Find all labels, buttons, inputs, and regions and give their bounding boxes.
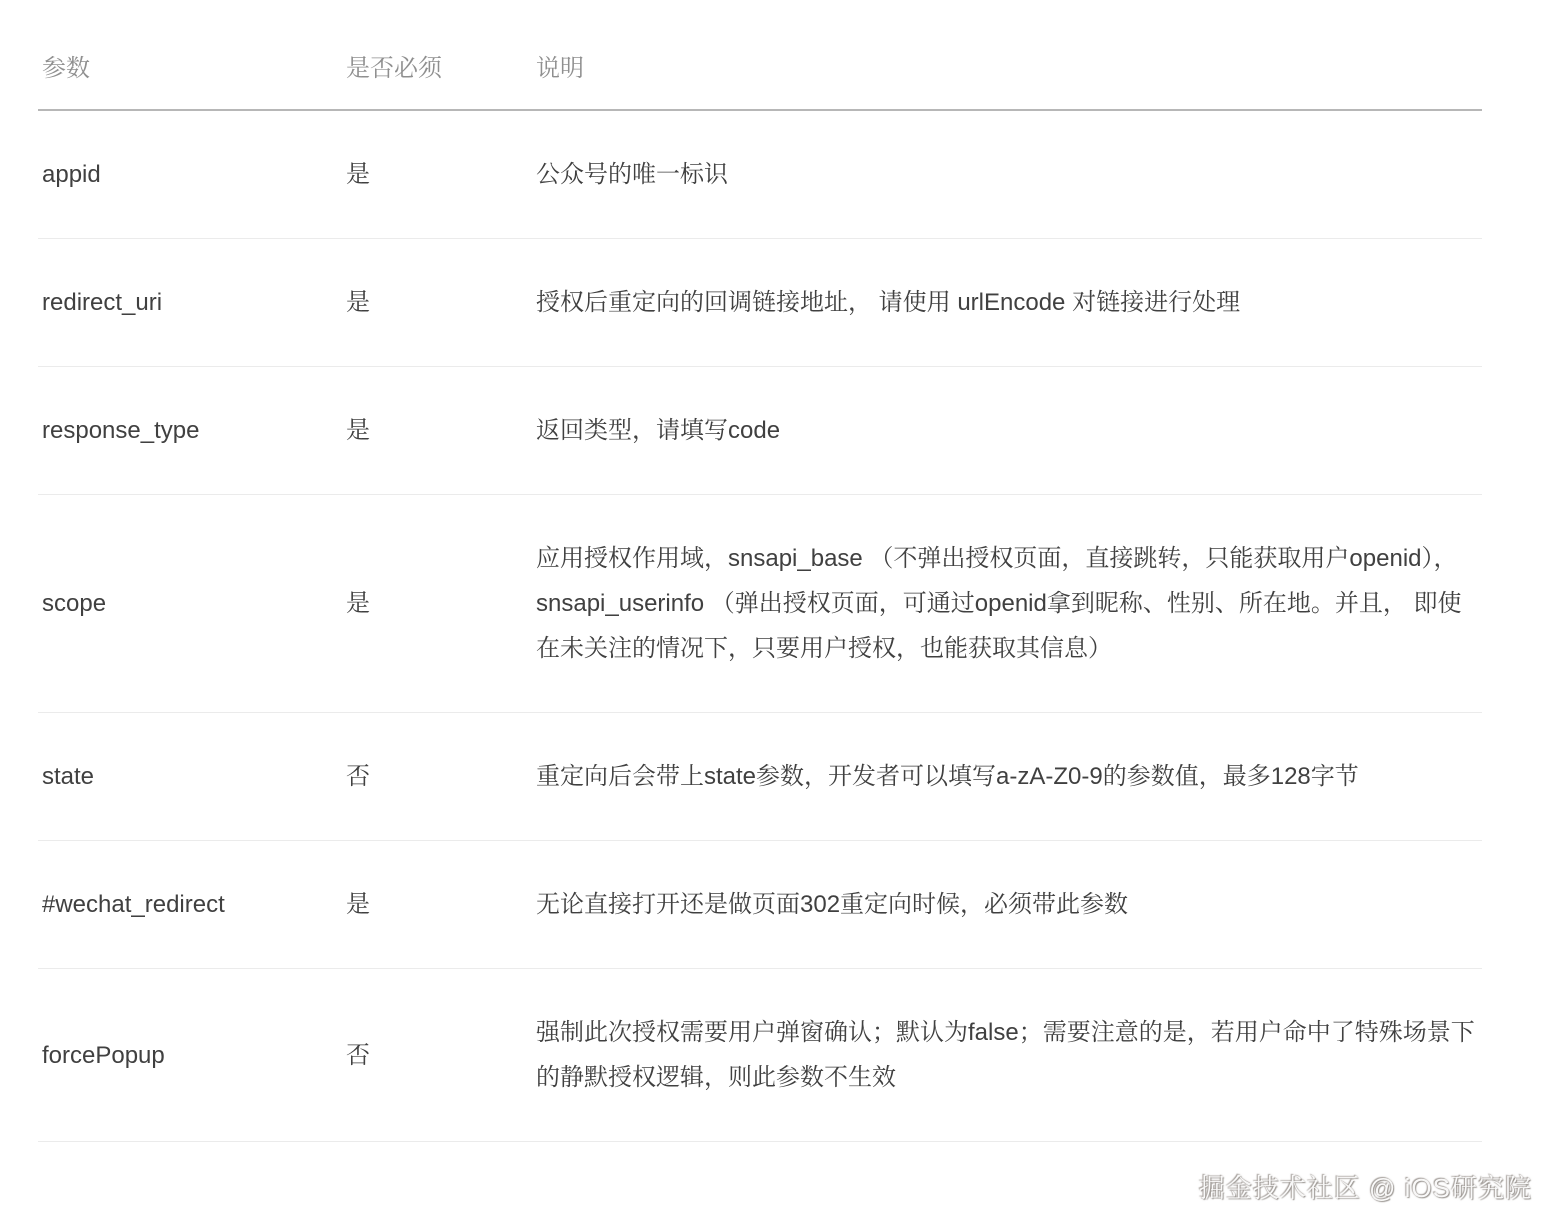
table-row-state: [38, 713, 1482, 841]
table-body: [38, 110, 1482, 1142]
table-header: [38, 0, 1482, 110]
param-cell: redirect_uri: [38, 239, 346, 367]
table-row-wechat-redirect: [38, 841, 1482, 969]
required-cell: 是: [346, 367, 536, 495]
parameters-table: [38, 0, 1482, 1142]
required-cell: 否: [346, 713, 536, 841]
description-cell: 公众号的唯一标识: [536, 110, 1482, 239]
parameters-table-container: [38, 0, 1482, 1142]
param-cell: #wechat_redirect: [38, 841, 346, 969]
description-cell: 授权后重定向的回调链接地址， 请使用 urlEncode 对链接进行处理: [536, 239, 1482, 367]
required-cell: 否: [346, 969, 536, 1142]
table-row-response-type: [38, 367, 1482, 495]
description-cell: 应用授权作用域，snsapi_base （不弹出授权页面，直接跳转，只能获取用户openid），snsapi_userinfo （弹出授权页面，可通过openid拿到昵称、性别、所在地。并且， 即使在未关注的情况下，只要用户授权，也能获取其信息）: [536, 495, 1482, 713]
description-cell: 重定向后会带上state参数，开发者可以填写a-zA-Z0-9的参数值，最多128字节: [536, 713, 1482, 841]
param-cell: response_type: [38, 367, 346, 495]
description-cell: 强制此次授权需要用户弹窗确认；默认为false；需要注意的是，若用户命中了特殊场景下的静默授权逻辑，则此参数不生效: [536, 969, 1482, 1142]
required-cell: 是: [346, 841, 536, 969]
param-cell: forcePopup: [38, 969, 346, 1142]
required-cell: 是: [346, 495, 536, 713]
table-row-redirect-uri: [38, 239, 1482, 367]
column-header-description: 说明: [536, 0, 1482, 110]
required-cell: 是: [346, 239, 536, 367]
description-cell: 无论直接打开还是做页面302重定向时候，必须带此参数: [536, 841, 1482, 969]
param-cell: scope: [38, 495, 346, 713]
table-row-scope: [38, 495, 1482, 713]
table-row-appid: [38, 110, 1482, 239]
column-header-required: 是否必须: [346, 0, 536, 110]
required-cell: 是: [346, 110, 536, 239]
watermark: 掘金技术社区 @ iOS研究院: [1198, 1173, 1532, 1203]
description-cell: 返回类型，请填写code: [536, 367, 1482, 495]
param-cell: state: [38, 713, 346, 841]
header-row: [38, 0, 1482, 110]
table-row-forcepopup: [38, 969, 1482, 1142]
column-header-param: 参数: [38, 0, 346, 110]
param-cell: appid: [38, 110, 346, 239]
